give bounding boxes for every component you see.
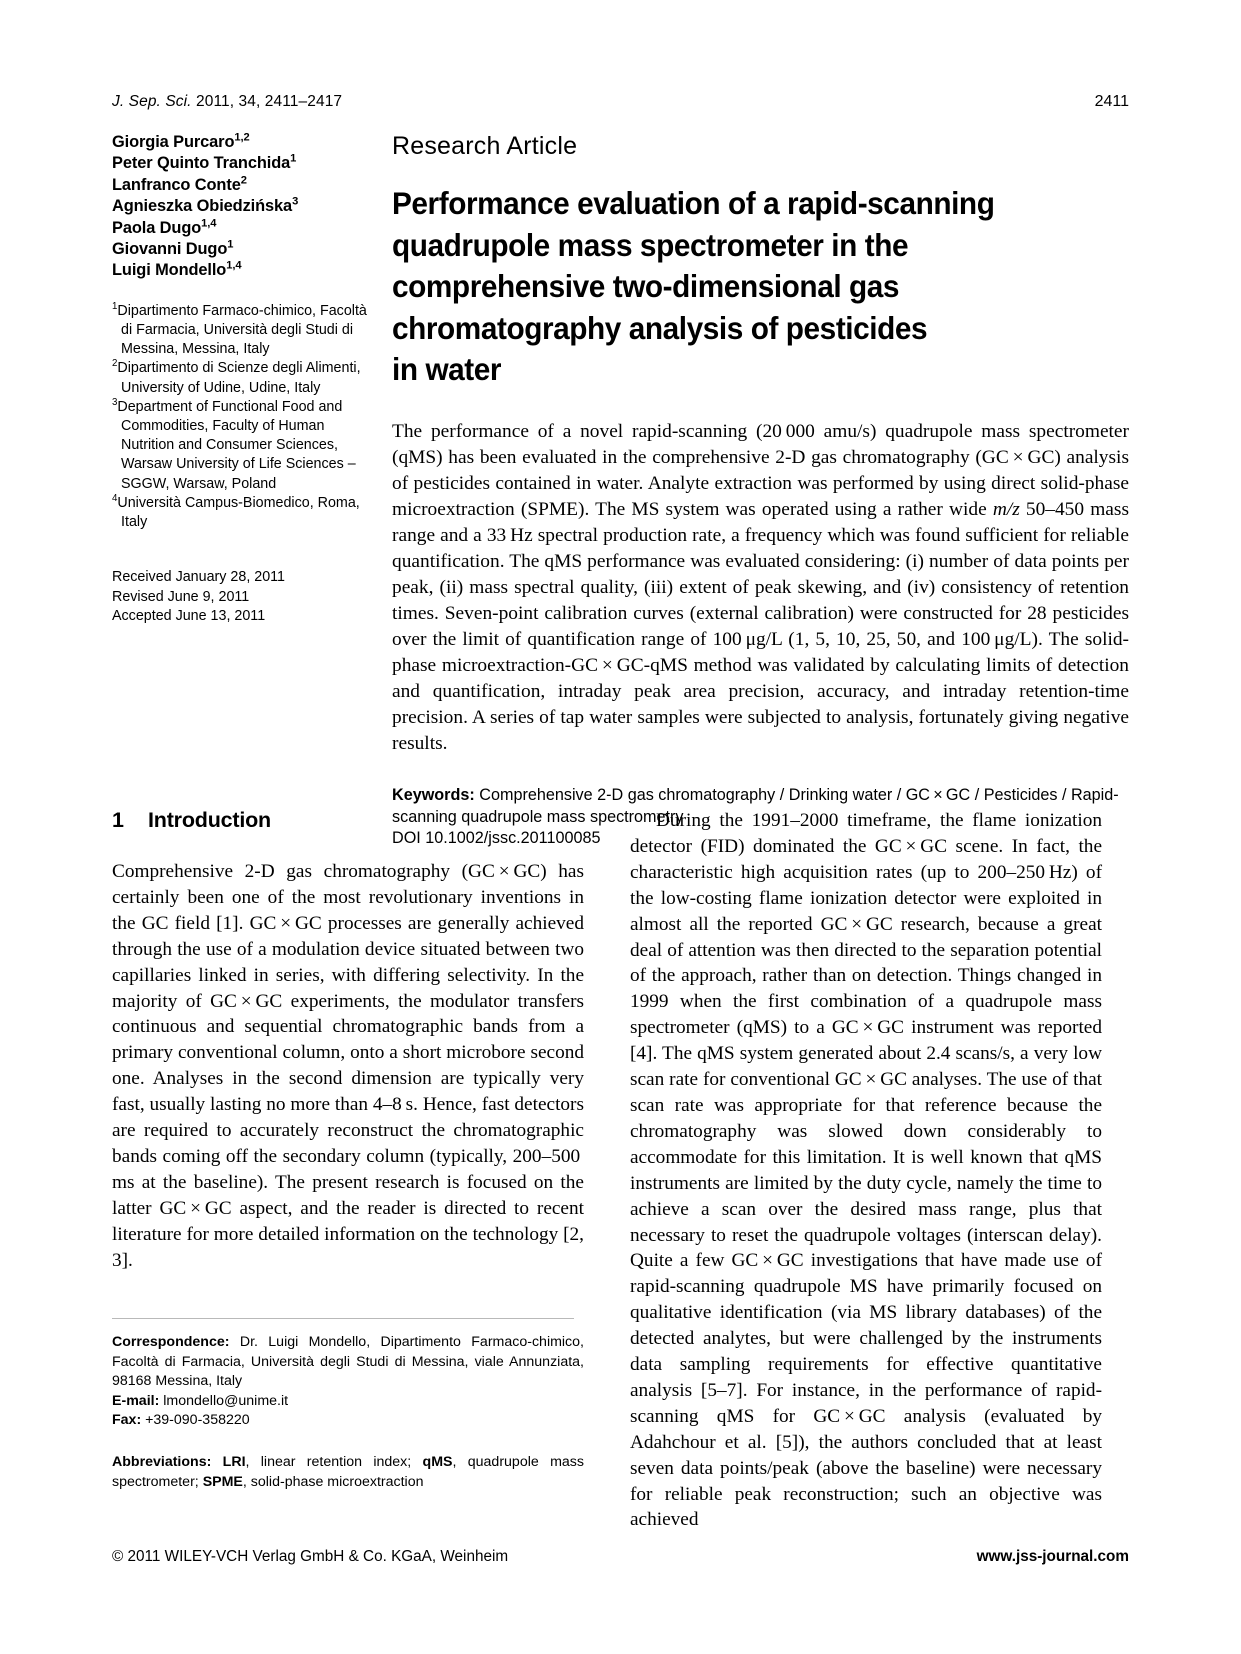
author-label: Lanfranco Conte [112,175,241,194]
body-column-left [112,808,584,1274]
page-number: 2411 [1094,93,1129,110]
affiliation-list [112,302,377,532]
accepted-date: Accepted June 13, 2011 [112,608,266,625]
abbreviation-term: qMS [422,1453,453,1470]
email-line [112,1392,584,1412]
received-date: Received January 28, 2011 [112,569,286,586]
affiliation-item [112,398,377,494]
article-history [112,568,377,626]
keywords-text: Comprehensive 2-D gas chromatography / Drinking water / GC × GC / Pesticides / Rapid-scanning quadrupole mass spectrometry [392,786,1119,826]
title-line: comprehensive two-dimensional gas [392,268,900,304]
abbreviation-meaning: , quadrupole mass spectrometer; [112,1453,584,1490]
abstract-italic-term: m/z [992,498,1020,520]
affiliation-text: Università Campus-Biomedico, Roma, Italy [117,494,360,531]
author-label: Peter Quinto Tranchida [112,154,291,173]
abbreviations-label: Abbreviations: [112,1453,212,1470]
affiliation-mark: 3 [112,397,118,409]
author-name [112,175,377,196]
affiliation-mark: 4 [112,493,118,505]
correspondence-footnote [112,1318,584,1492]
body-column-right [630,808,1102,1533]
abbreviation-meaning: , linear retention index; [245,1453,423,1470]
author-name [112,218,377,239]
author-label: Agnieszka Obiedzińska [112,197,293,216]
correspondence-line [112,1333,584,1392]
title-line: in water [392,351,502,387]
page-title [392,183,1088,391]
journal-volume-pages: 2011, 34, 2411–2417 [191,93,343,110]
email-label: E-mail: [112,1392,160,1409]
paragraph: During the 1991–2000 timeframe, the flame ionization detector (FID) dominated the GC × GC scene. In fact, the characteristic high acquisition rates (up to 200–250 Hz) of the low-costing flame ionization detector were exploited in almost all the reported GC × GC research, because a great deal of attention was then directed to the separation potential of the approach, rather than on detection. Things changed in 1999 when the first combination of a quadrupole mass spectrometer (qMS) to a GC × GC instrument was reported [4]. The qMS system generated about 2.4 scans/s, a very low scan rate for conventional GC × GC analyses. The use of that scan rate was appropriate for that reference because the chromatography was slowed down considerably to accommodate for this limitation. It is well known that qMS instruments are limited by the duty cycle, namely the time to achieve a scan over the desired mass range, plus that necessary to reset the quadrupole voltages (interscan delay). Quite a few GC × GC investigations that have made use of rapid-scanning quadrupole MS have primarily focused on qualitative identification (via MS library databases) of the detected analytes, but were challenged by the instruments data sampling requirements for effective quantitative analysis [5–7]. For instance, in the performance of rapid-scanning qMS for GC × GC analysis (evaluated by Adahchour et al. [5]), the authors concluded that at least seven data points/peak (above the baseline) were necessary for reliable peak reconstruction; such an objective was achieved [630,810,1102,1531]
affiliation-item [112,494,377,532]
fax-value: +39-090-358220 [141,1412,250,1429]
abbreviations-line [112,1453,584,1492]
author-affiliation-marks: 1,4 [201,217,217,230]
author-affiliation-marks: 1 [290,152,297,165]
author-list [112,132,377,282]
page-footer [112,1548,1129,1566]
author-affiliation-marks: 1,2 [234,131,250,144]
affiliation-text: Department of Functional Food and Commodities, Faculty of Human Nutrition and Consumer Sciences, Warsaw University of Life Sciences – SGGW, Warsaw, Poland [117,398,356,492]
fax-label: Fax: [112,1412,142,1429]
author-name [112,153,377,174]
paragraph: Comprehensive 2-D gas chromatography (GC × GC) has certainly been one of the most revolutionary inventions in the GC field [1]. GC × GC processes are generally achieved through the use of a modulation device situated between two capillaries linked in series, with differing selectivity. In the majority of GC × GC experiments, the modulator transfers continuous and sequential chromatographic bands from a primary conventional column, onto a short microbore second one. Analyses in the second dimension are typically very fast, usually lasting no more than 4–8 s. Hence, fast detectors are required to accurately reconstruct the chromatographic bands coming off the secondary column (typically, 200–500 ms at the baseline). The present research is focused on the latter GC × GC aspect, and the reader is directed to recent literature for more detailed information on the technology [2, 3]. [112,861,584,1271]
fax-line [112,1411,584,1431]
section-number: 1 [112,808,124,832]
author-label: Luigi Mondello [112,261,227,280]
title-line: chromatography analysis of pesticides [392,309,928,346]
journal-name: J. Sep. Sci. [112,93,192,110]
affiliation-item [112,359,377,397]
title-line: Performance evaluation of a rapid-scanning [392,185,995,221]
email-value[interactable]: lmondello@unime.it [159,1392,289,1409]
author-label: Giovanni Dugo [112,240,228,259]
author-name [112,260,377,281]
correspondence-details [112,1333,584,1431]
author-affiliation-marks: 1 [227,238,234,251]
author-name [112,132,377,153]
affiliation-mark: 2 [112,358,118,370]
author-affiliation-marks: 3 [292,195,299,208]
abbreviations-block [112,1453,584,1492]
revised-date: Revised June 9, 2011 [112,588,250,605]
affiliation-text: Dipartimento Farmaco-chimico, Facoltà di Farmacia, Università degli Studi di Messina, Messina, Italy [117,302,367,358]
affiliation-text: Dipartimento di Scienze degli Alimenti, University of Udine, Udine, Italy [117,360,361,396]
journal-citation [112,93,342,111]
article-type: Research Article [392,132,578,160]
affiliation-item [112,302,377,360]
abstract-text-part2: 50–450 mass range and a 33 Hz spectral production rate, a frequency which was found sufficient for reliable quantification. The qMS performance was evaluated considering: (i) number of data points per peak, (ii) mass spectral quality, (iii) extent of peak skewing, and (iv) consistency of retention times. Seven-point calibration curves (external calibration) were constructed for 28 pesticides over the limit of quantification range of 100 μg/L (1, 5, 10, 25, 50, and 100 μg/L). The solid-phase microextraction-GC × GC-qMS method was validated by calculating limits of detection and quantification, intraday peak area precision, accuracy, and intraday retention-time precision. A series of tap water samples were subjected to analysis, fortunately giving negative results. [392,498,1129,755]
author-block-column [112,132,377,627]
section-title: Introduction [148,808,271,832]
title-line: quadrupole mass spectrometer in the [392,226,909,263]
copyright-notice: © 2011 WILEY-VCH Verlag GmbH & Co. KGaA, Weinheim [112,1548,509,1565]
author-label: Giorgia Purcaro [112,133,235,151]
abbreviation-meaning: , solid-phase microextraction [242,1473,424,1490]
author-affiliation-marks: 1,4 [226,259,242,272]
author-name [112,196,377,217]
journal-website[interactable]: www.jss-journal.com [976,1548,1129,1565]
doi[interactable]: DOI 10.1002/jssc.201100085 [392,829,601,848]
footnote-divider [112,1318,574,1319]
running-head [112,93,1129,111]
correspondence-address: Dr. Luigi Mondello, Dipartimento Farmaco-chimico, Facoltà di Farmacia, Università degli Studi di Messina, viale Annunziata, 98168 Messina, Italy [112,1334,584,1390]
article-head-column [392,132,1129,850]
abstract [392,419,1129,758]
abbreviation-term: SPME [202,1473,243,1490]
affiliation-mark: 1 [112,301,118,313]
abbreviation-term: LRI [222,1453,246,1470]
abstract-text-part1: The performance of a novel rapid-scanning (20 000 amu/s) quadrupole mass spectrometer (qMS) has been evaluated in the comprehensive 2-D gas chromatography (GC × GC) analysis of pesticides contained in water. Analyte extraction was performed by using direct solid-phase microextraction (SPME). The MS system was operated using a rather wide [392,420,1129,520]
section-heading-introduction [112,808,584,833]
author-affiliation-marks: 2 [240,174,247,187]
author-label: Paola Dugo [112,218,202,237]
author-name [112,239,377,260]
correspondence-label: Correspondence: [112,1334,230,1350]
keywords-label: Keywords: [392,786,475,805]
